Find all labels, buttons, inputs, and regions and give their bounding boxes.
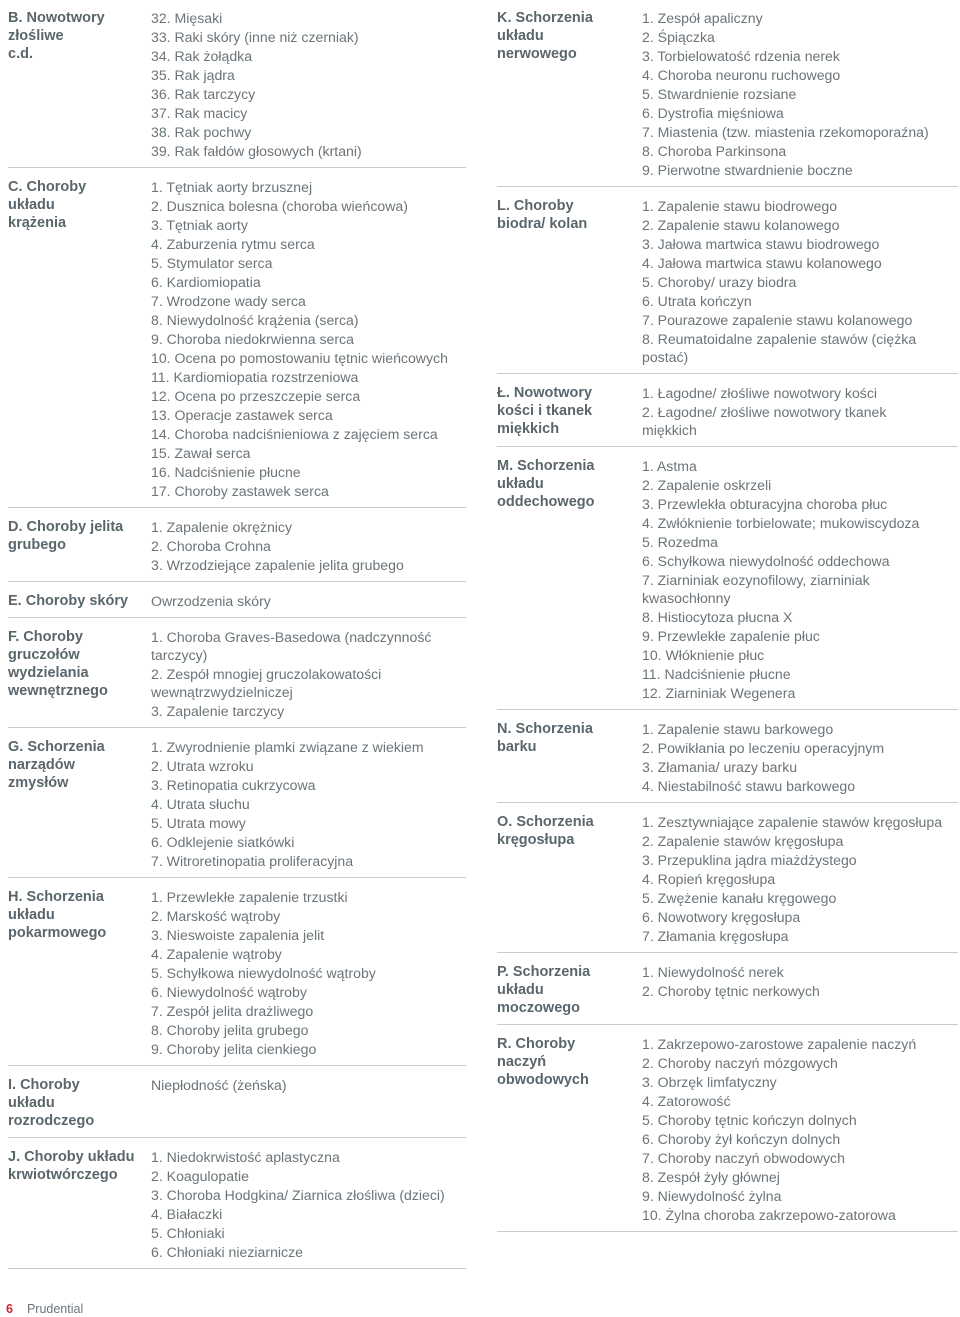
disease-item: 1. Astma: [642, 458, 697, 474]
disease-item: 9. Pierwotne stwardnienie boczne: [642, 162, 853, 178]
disease-item: 2. Dusznica bolesna (choroba wieńcowa): [151, 198, 408, 214]
disease-item: 3. Retinopatia cukrzycowa: [151, 777, 316, 793]
disease-group: [8, 1147, 466, 1269]
group-category: Ł. Nowotwory kości i tkanek miękkich: [497, 385, 593, 437]
group-category: N. Schorzenia barku: [497, 721, 593, 755]
disease-item: 1. Zapalenie okrężnicy: [151, 519, 293, 535]
disease-list: [642, 719, 958, 795]
disease-item: 12. Ocena po przeszczepie serca: [151, 388, 361, 404]
group-category: C. Choroby układu krążenia: [8, 179, 87, 231]
disease-item: 2. Marskość wątroby: [151, 908, 281, 924]
disease-item: 10. Włóknienie płuc: [642, 647, 765, 663]
disease-group: [497, 1034, 958, 1232]
group-category: R. Choroby naczyń obwodowych: [497, 1036, 589, 1088]
disease-item: 2. Zapalenie stawów kręgosłupa: [642, 833, 844, 849]
disease-item: 2. Choroby tętnic nerkowych: [642, 983, 820, 999]
disease-list: [151, 627, 466, 720]
disease-item: 9. Choroba niedokrwienna serca: [151, 331, 354, 347]
disease-item: 3. Nieswoiste zapalenia jelit: [151, 927, 325, 943]
disease-group: [8, 1075, 466, 1138]
disease-list: [642, 383, 958, 439]
disease-item: 2. Zapalenie oskrzeli: [642, 477, 772, 493]
disease-item: 9. Przewlekłe zapalenie płuc: [642, 628, 820, 644]
group-category: O. Schorzenia kręgosłupa: [497, 814, 594, 848]
disease-item: 5. Chłoniaki: [151, 1225, 225, 1241]
disease-item: 9. Niewydolność żylna: [642, 1188, 782, 1204]
disease-group: [497, 962, 958, 1025]
disease-group: [497, 456, 958, 710]
disease-item: 16. Nadciśnienie płucne: [151, 464, 301, 480]
disease-item: 1. Choroba Graves-Basedowa (nadczynność tarczycy): [151, 629, 432, 663]
disease-item: 3. Złamania/ urazy barku: [642, 759, 798, 775]
disease-item: 1. Zesztywniające zapalenie stawów kręgosłupa: [642, 814, 943, 830]
disease-list: [642, 8, 958, 179]
disease-item: 5. Zwężenie kanału kręgowego: [642, 890, 837, 906]
disease-item: 4. Zapalenie wątroby: [151, 946, 282, 962]
disease-item: 6. Choroby żył kończyn dolnych: [642, 1131, 841, 1147]
group-category: K. Schorzenia układu nerwowego: [497, 10, 593, 62]
disease-item: 6. Nowotwory kręgosłupa: [642, 909, 801, 925]
left-column: [8, 8, 466, 1278]
disease-group: [8, 627, 466, 728]
group-category: B. Nowotwory złośliwe c.d.: [8, 10, 105, 62]
disease-item: 3. Jałowa martwica stawu biodrowego: [642, 236, 880, 252]
disease-item: 7. Witroretinopatia proliferacyjna: [151, 853, 354, 869]
disease-item: 11. Kardiomiopatia rozstrzeniowa: [151, 369, 359, 385]
disease-item: 5. Schyłkowa niewydolność wątroby: [151, 965, 376, 981]
disease-item: 4. Choroba neuronu ruchowego: [642, 67, 841, 83]
disease-item: 12. Ziarniniak Wegenera: [642, 685, 796, 701]
disease-item: 5. Choroby tętnic kończyn dolnych: [642, 1112, 857, 1128]
disease-item: 7. Wrodzone wady serca: [151, 293, 306, 309]
disease-item: 7. Zespół jelita drażliwego: [151, 1003, 314, 1019]
disease-item: 1. Niedokrwistość aplastyczna: [151, 1149, 340, 1165]
disease-list: [151, 1075, 466, 1130]
disease-item: 5. Stwardnienie rozsiane: [642, 86, 797, 102]
disease-item: 38. Rak pochwy: [151, 124, 252, 140]
disease-list: [151, 177, 466, 500]
disease-item: 2. Choroby naczyń mózgowych: [642, 1055, 838, 1071]
disease-item: 4. Zwłóknienie torbielowate; mukowiscydoza: [642, 515, 920, 531]
page-number: 6: [6, 1302, 13, 1316]
disease-item: 34. Rak żołądka: [151, 48, 253, 64]
disease-item: 3. Choroba Hodgkina/ Ziarnica złośliwa (dzieci): [151, 1187, 445, 1203]
disease-group: [497, 8, 958, 187]
disease-group: [497, 812, 958, 953]
disease-item: 1. Zapalenie stawu barkowego: [642, 721, 834, 737]
disease-item: 1. Zakrzepowo-zarostowe zapalenie naczyń: [642, 1036, 917, 1052]
disease-item: 2. Łagodne/ złośliwe nowotwory tkanek miękkich: [642, 404, 887, 438]
disease-item: 2. Zespół mnogiej gruczolakowatości wewnątrzwydzielniczej: [151, 666, 382, 700]
disease-item: 32. Mięsaki: [151, 10, 223, 26]
disease-item: 3. Tętniak aorty: [151, 217, 248, 233]
disease-item: 7. Ziarniniak eozynofilowy, ziarniniak kwasochłonny: [642, 572, 870, 606]
disease-item: 37. Rak macicy: [151, 105, 248, 121]
brand-name: Prudential: [26, 1302, 84, 1316]
disease-item: 1. Łagodne/ złośliwe nowotwory kości: [642, 385, 878, 401]
group-category: L. Choroby biodra/ kolan: [497, 198, 588, 232]
disease-item: 6. Utrata kończyn: [642, 293, 752, 309]
disease-item: Niepłodność (żeńska): [151, 1077, 287, 1093]
disease-group: [8, 177, 466, 508]
disease-group: [8, 887, 466, 1066]
disease-item: 3. Przewlekła obturacyjna choroba płuc: [642, 496, 888, 512]
disease-item: 1. Niewydolność nerek: [642, 964, 784, 980]
disease-item: 6. Niewydolność wątroby: [151, 984, 307, 1000]
disease-item: 2. Śpiączka: [642, 29, 715, 45]
disease-item: 39. Rak fałdów głosowych (krtani): [151, 143, 362, 159]
page-footer: [6, 1302, 83, 1316]
disease-group: [8, 591, 466, 618]
disease-group: [497, 719, 958, 803]
disease-list: [642, 1034, 958, 1224]
disease-item: 1. Zespół apaliczny: [642, 10, 763, 26]
disease-item: 4. Jałowa martwica stawu kolanowego: [642, 255, 882, 271]
disease-list: [642, 456, 958, 702]
group-category: E. Choroby skóry: [8, 593, 129, 609]
disease-item: 9. Choroby jelita cienkiego: [151, 1041, 317, 1057]
disease-item: 5. Choroby/ urazy biodra: [642, 274, 797, 290]
disease-item: 4. Białaczki: [151, 1206, 223, 1222]
disease-item: 8. Histiocytoza płucna X: [642, 609, 793, 625]
disease-item: 4. Utrata słuchu: [151, 796, 250, 812]
disease-item: 4. Niestabilność stawu barkowego: [642, 778, 856, 794]
disease-item: 33. Raki skóry (inne niż czerniak): [151, 29, 359, 45]
disease-item: 7. Złamania kręgosłupa: [642, 928, 789, 944]
disease-item: 4. Zatorowość: [642, 1093, 731, 1109]
disease-item: 11. Nadciśnienie płucne: [642, 666, 791, 682]
disease-item: 10. Ocena po pomostowaniu tętnic wieńcowych: [151, 350, 448, 366]
disease-group: [8, 517, 466, 582]
disease-list: [151, 591, 466, 610]
disease-group: [8, 737, 466, 878]
disease-item: 6. Kardiomiopatia: [151, 274, 261, 290]
group-category: M. Schorzenia układu oddechowego: [497, 458, 595, 510]
disease-item: 10. Żylna choroba zakrzepowo-zatorowa: [642, 1207, 896, 1223]
disease-item: 7. Pourazowe zapalenie stawu kolanowego: [642, 312, 913, 328]
disease-item: 8. Zespół żyły głównej: [642, 1169, 780, 1185]
disease-item: 36. Rak tarczycy: [151, 86, 256, 102]
disease-item: 2. Powikłania po leczeniu operacyjnym: [642, 740, 885, 756]
disease-list: [151, 517, 466, 574]
disease-item: 6. Odklejenie siatkówki: [151, 834, 295, 850]
disease-list: [642, 962, 958, 1017]
disease-item: 1. Przewlekłe zapalenie trzustki: [151, 889, 348, 905]
disease-item: 3. Obrzęk limfatyczny: [642, 1074, 777, 1090]
disease-item: 3. Torbielowatość rdzenia nerek: [642, 48, 840, 64]
group-category: G. Schorzenia narządów zmysłów: [8, 739, 105, 791]
disease-item: 6. Schyłkowa niewydolność oddechowa: [642, 553, 890, 569]
disease-item: 13. Operacje zastawek serca: [151, 407, 333, 423]
group-category: F. Choroby gruczołów wydzielania wewnętrznego: [8, 629, 108, 699]
group-category: D. Choroby jelita grubego: [8, 519, 124, 553]
group-category: H. Schorzenia układu pokarmowego: [8, 889, 107, 941]
disease-list: [642, 812, 958, 945]
disease-item: 17. Choroby zastawek serca: [151, 483, 329, 499]
disease-item: 8. Choroba Parkinsona: [642, 143, 787, 159]
disease-item: 1. Zwyrodnienie plamki związane z wiekiem: [151, 739, 424, 755]
disease-item: 2. Zapalenie stawu kolanowego: [642, 217, 840, 233]
disease-item: 7. Miastenia (tzw. miastenia rzekomoporaźna): [642, 124, 929, 140]
disease-item: 3. Zapalenie tarczycy: [151, 703, 285, 719]
disease-item: 14. Choroba nadciśnieniowa z zajęciem serca: [151, 426, 438, 442]
disease-item: Owrzodzenia skóry: [151, 593, 271, 609]
group-category: P. Schorzenia układu moczowego: [497, 964, 591, 1016]
disease-item: 1. Zapalenie stawu biodrowego: [642, 198, 838, 214]
disease-group: [8, 8, 466, 168]
disease-item: 3. Wrzodziejące zapalenie jelita grubego: [151, 557, 404, 573]
disease-item: 3. Przepuklina jądra miażdżystego: [642, 852, 857, 868]
disease-item: 6. Chłoniaki nieziarnicze: [151, 1244, 303, 1260]
disease-item: 2. Utrata wzroku: [151, 758, 254, 774]
disease-list: [151, 8, 466, 160]
disease-item: 5. Stymulator serca: [151, 255, 273, 271]
disease-item: 8. Reumatoidalne zapalenie stawów (ciężka postać): [642, 331, 917, 365]
disease-item: 6. Dystrofia mięśniowa: [642, 105, 784, 121]
disease-item: 8. Choroby jelita grubego: [151, 1022, 309, 1038]
disease-list: [151, 1147, 466, 1261]
disease-group: [497, 196, 958, 374]
disease-item: 2. Koagulopatie: [151, 1168, 249, 1184]
group-category: I. Choroby układu rozrodczego: [8, 1077, 95, 1129]
disease-item: 15. Zawał serca: [151, 445, 251, 461]
disease-item: 4. Zaburzenia rytmu serca: [151, 236, 315, 252]
disease-item: 7. Choroby naczyń obwodowych: [642, 1150, 845, 1166]
disease-item: 1. Tętniak aorty brzusznej: [151, 179, 313, 195]
disease-list: [151, 737, 466, 870]
group-category: J. Choroby układu krwiotwórczego: [8, 1149, 135, 1183]
disease-item: 2. Choroba Crohna: [151, 538, 271, 554]
right-column: [497, 8, 958, 1241]
disease-item: 5. Rozedma: [642, 534, 718, 550]
disease-list: [642, 196, 958, 366]
disease-item: 4. Ropień kręgosłupa: [642, 871, 776, 887]
disease-group: [497, 383, 958, 447]
disease-list: [151, 887, 466, 1058]
disease-item: 8. Niewydolność krążenia (serca): [151, 312, 359, 328]
disease-item: 5. Utrata mowy: [151, 815, 246, 831]
disease-item: 35. Rak jądra: [151, 67, 235, 83]
